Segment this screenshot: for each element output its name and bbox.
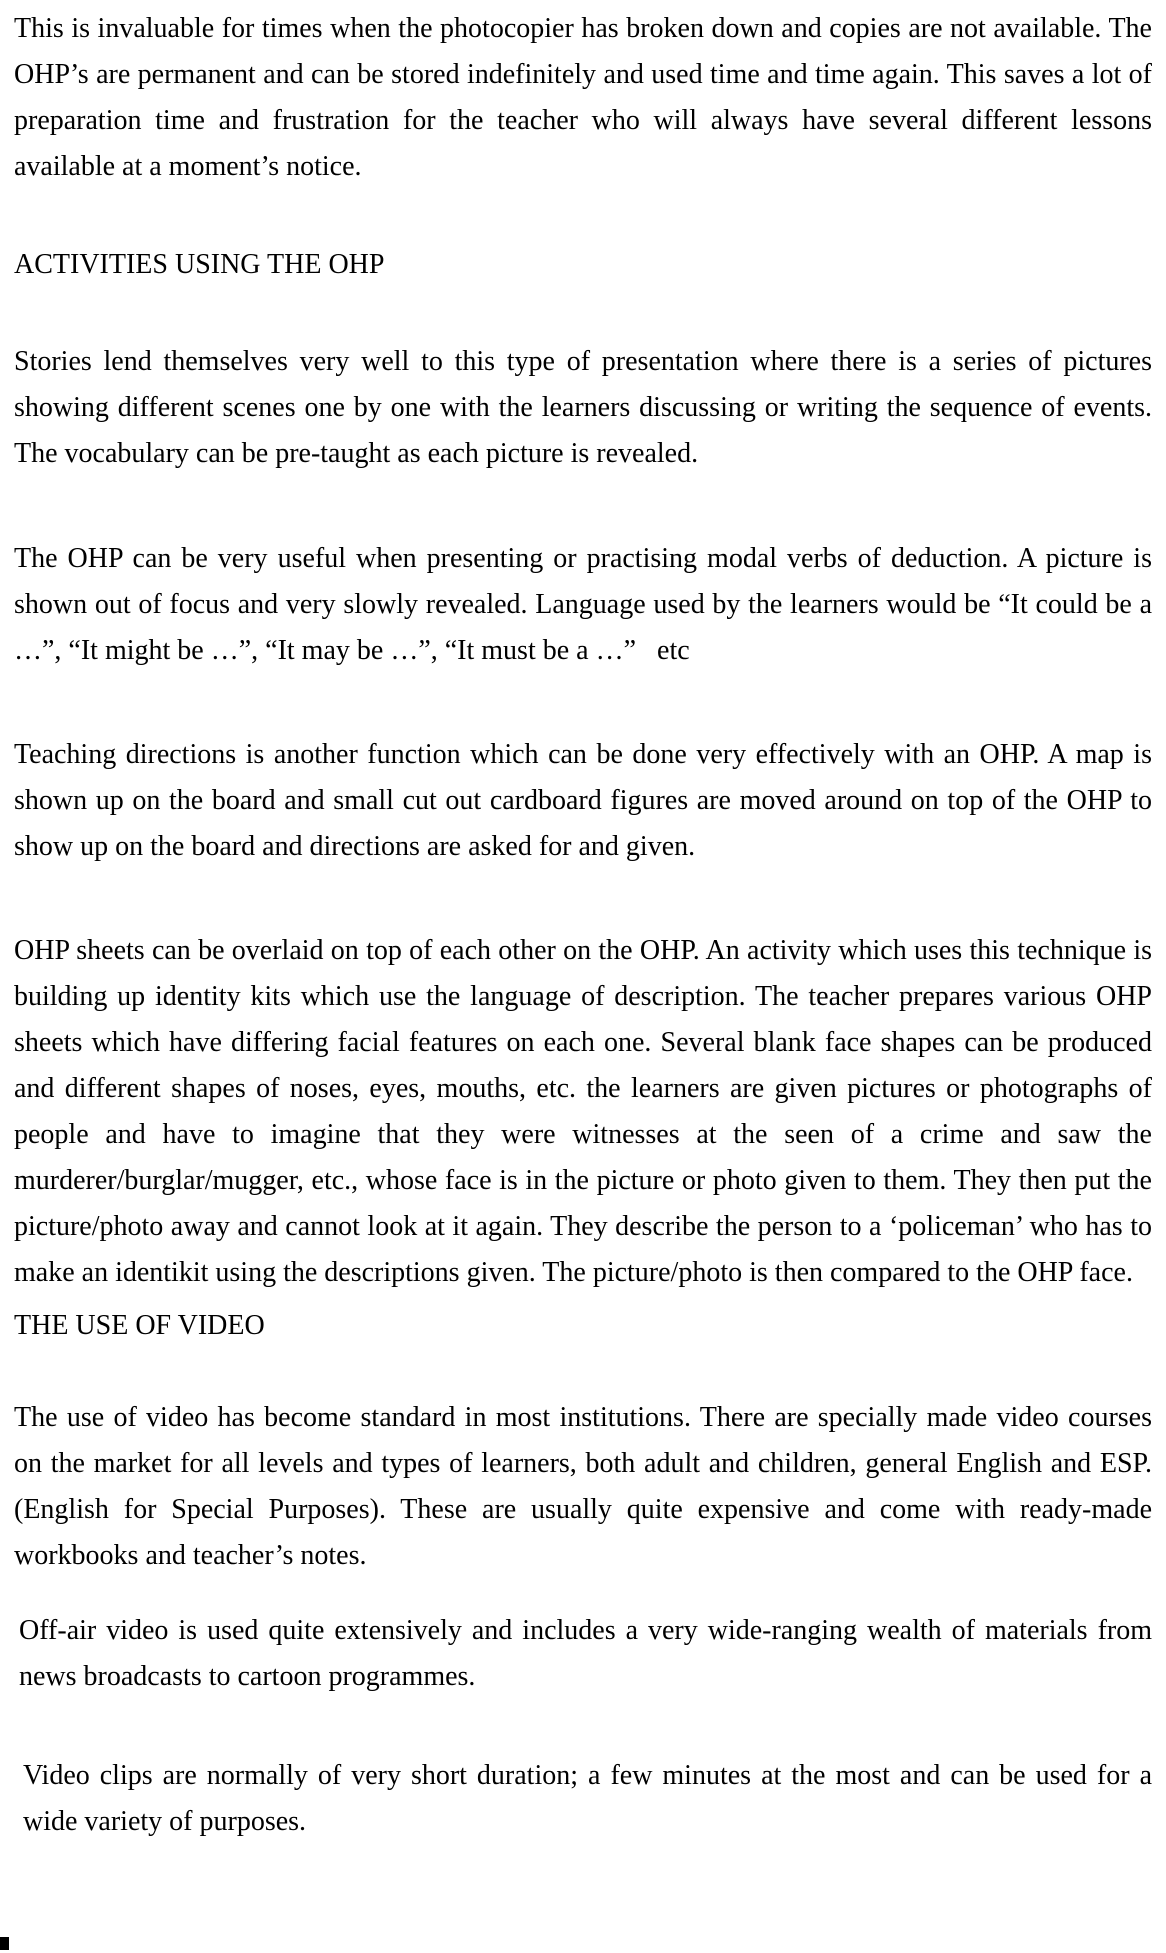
section-heading-activities-using-the-ohp: ACTIVITIES USING THE OHP (14, 249, 385, 280)
paragraph-modal-verbs: The OHP can be very useful when presenting or practising modal verbs of deduction. A picture is shown out of focus and very slowly revealed. Language used by the learners would be “It could be a …”, “It might be …”, “It may be …”, “It must be a …” etc (14, 543, 1152, 666)
paragraph-ohp-sheets-identikit: OHP sheets can be overlaid on top of each other on the OHP. An activity which uses this technique is building up identity kits which use the language of description. The teacher prepares various OHP sheets which have differing facial features on each one. Several blank face shapes can be produced and different shapes of noses, eyes, mouths, etc. the learners are given pictures or photographs of people and have to imagine that they were witnesses at the seen of a crime and saw the murderer/burglar/mugger, etc., whose face is in the picture or photo given to them. They then put the picture/photo away and cannot look at it again. They describe the person to a ‘policeman’ who has to make an identikit using the descriptions given. The picture/photo is then compared to the OHP face. (14, 935, 1152, 1288)
paragraph-teaching-directions: Teaching directions is another function which can be done very effectively with an OHP. A map is shown up on the board and small cut out cardboard figures are moved around on top of the OHP to show up on the board and directions are asked for and given. (14, 739, 1152, 862)
paragraph-ohp-invaluable: This is invaluable for times when the photocopier has broken down and copies are not available. The OHP’s are permanent and can be stored indefinitely and used time and time again. This saves a lot of preparation time and frustration for the teacher who will always have several different lessons available at a moment’s notice. (14, 13, 1152, 182)
section-heading-the-use-of-video: THE USE OF VIDEO (14, 1310, 265, 1341)
paragraph-off-air-video: Off-air video is used quite extensively and includes a very wide-ranging wealth of materials from news broadcasts to cartoon programmes. (19, 1615, 1152, 1692)
page-corner-scan-artifact (0, 1937, 9, 1950)
paragraph-video-clips: Video clips are normally of very short duration; a few minutes at the most and can be used for a wide variety of purposes. (23, 1760, 1152, 1837)
paragraph-stories: Stories lend themselves very well to this type of presentation where there is a series of pictures showing different scenes one by one with the learners discussing or writing the sequence of events. The vocabulary can be pre-taught as each picture is revealed. (14, 346, 1152, 469)
paragraph-video-standard: The use of video has become standard in most institutions. There are specially made video courses on the market for all levels and types of learners, both adult and children, general English and ESP. (English for Special Purposes). These are usually quite expensive and come with ready-made workbooks and teacher’s notes. (14, 1402, 1152, 1571)
